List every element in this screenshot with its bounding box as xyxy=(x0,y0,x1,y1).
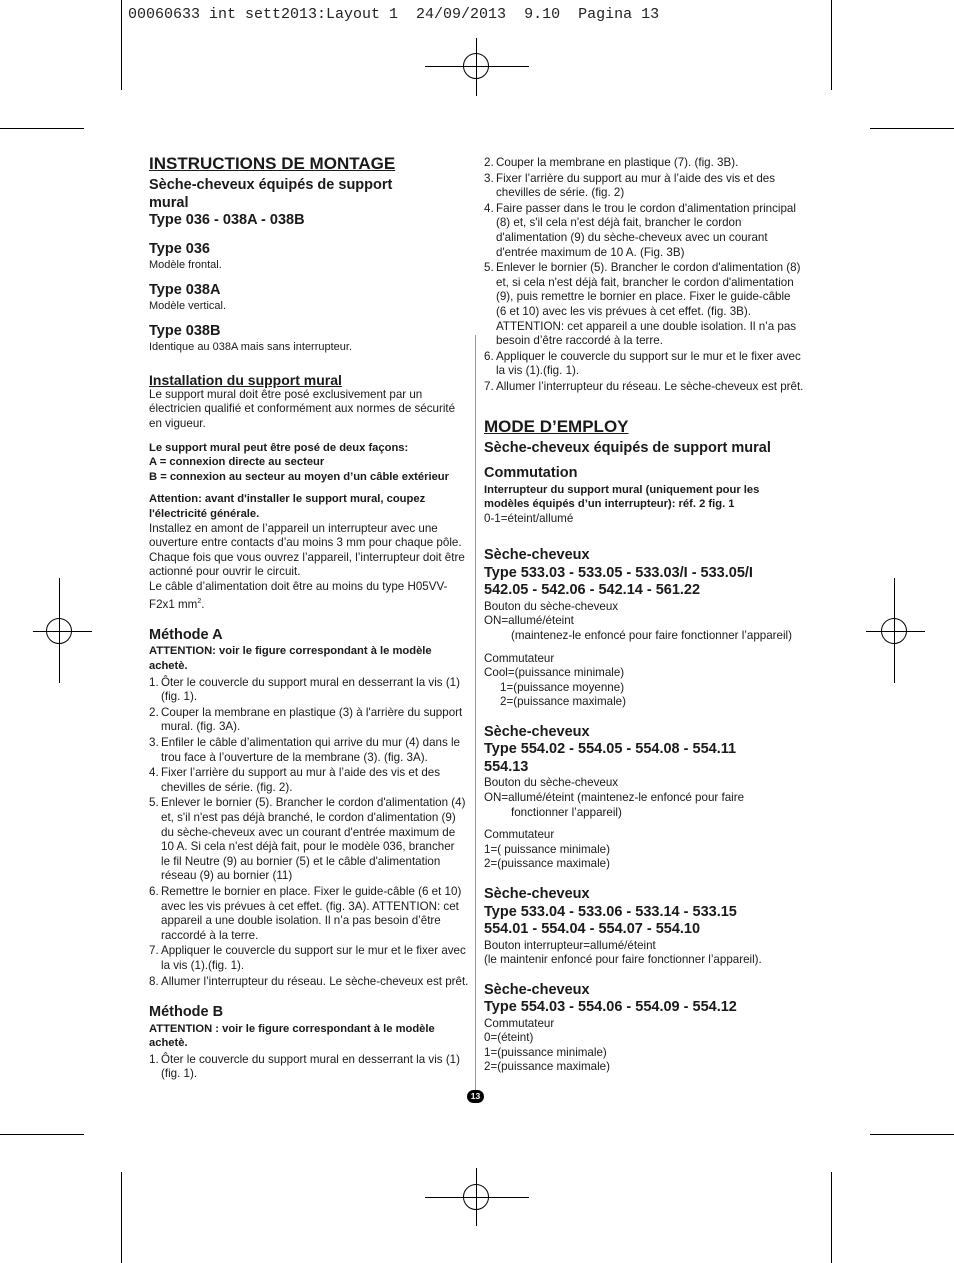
step-line: chevilles de série. (fig. 2). xyxy=(161,780,293,794)
step-item xyxy=(149,975,469,990)
step-item xyxy=(484,202,814,260)
type-heading: Type 036 xyxy=(149,240,210,257)
step-number: 6. xyxy=(149,884,159,898)
step-line: Faire passer dans le trou le cordon d'alimentation principal xyxy=(496,201,796,215)
bold-line: modèles équipés d’un interrupteur): réf. 2 fig. 1 xyxy=(484,498,735,511)
step-line: Couper la membrane en plastique (3) à l'arrière du support xyxy=(161,705,463,719)
install-heading: Installation du support mural xyxy=(149,371,342,388)
print-slug: 00060633 int sett2013:Layout 1 24/09/2013 9.10 Pagina 13 xyxy=(128,6,660,23)
step-number: 1. xyxy=(149,1052,159,1066)
body-line: en vigueur. xyxy=(149,416,206,430)
step-item xyxy=(484,156,814,171)
body-line: 1=( puissance minimale) xyxy=(484,842,610,856)
method-a-steps xyxy=(149,676,469,989)
body-line: Chaque fois que vous ouvrez l’appareil, l’interrupteur doit être xyxy=(149,550,465,564)
step-line: Allumer l’interrupteur du réseau. Le sèche-cheveux est prêt. xyxy=(161,974,469,988)
body-line: ON=allumé/éteint xyxy=(484,614,574,628)
step-item xyxy=(484,261,814,349)
step-number: 3. xyxy=(484,171,494,185)
body-line: Cool=(puissance minimale) xyxy=(484,666,625,680)
bold-line: achetè. xyxy=(149,660,188,673)
step-line: et, s'il n'est pas déjà branché, le cordon d'alimentation (9) xyxy=(161,810,456,824)
body-line: Bouton interrupteur=allumé/éteint xyxy=(484,938,656,952)
step-line: la vis (1).(fig. 1). xyxy=(161,958,245,972)
step-line: d'entrée maximum de 10 A. (Fig. 3B) xyxy=(496,245,685,259)
step-number: 8. xyxy=(149,974,159,988)
body-line: Commutateur xyxy=(484,828,555,842)
crop-mark xyxy=(0,128,84,129)
step-item xyxy=(149,944,469,973)
step-number: 2. xyxy=(484,156,494,169)
body-line: (le maintenir enfoncé pour faire fonctionner l’appareil). xyxy=(484,953,762,967)
model-heading: Sèche-cheveux xyxy=(484,886,590,902)
bold-line: Attention: avant d'installer le support mural, coupez xyxy=(149,493,426,506)
model-type: Type 533.04 - 533.06 - 533.14 - 533.15 xyxy=(484,903,737,920)
step-number: 1. xyxy=(149,675,159,689)
body-line: 1=(puissance minimale) xyxy=(484,1045,607,1059)
step-line: la vis (1).(fig. 1). xyxy=(496,364,580,378)
crop-mark xyxy=(0,1134,84,1135)
page-number: 13 xyxy=(467,1090,484,1103)
step-line: Appliquer le couvercle du support sur le mur et le fixer avec xyxy=(496,349,801,363)
step-item xyxy=(149,676,469,705)
body-line: F2x1 $mm^2$. xyxy=(149,597,205,611)
step-item xyxy=(484,172,814,201)
step-item xyxy=(149,766,469,795)
step-line: Ôter le couvercle du support mural en desserrant la vis (1) xyxy=(161,675,460,689)
subtitle: Sèche-cheveux équipés de support mural xyxy=(484,439,771,456)
step-number: 7. xyxy=(484,379,494,393)
method-b-steps xyxy=(149,1053,469,1082)
body-line: Le support mural doit être posé exclusivement par un xyxy=(149,387,423,401)
step-number: 5. xyxy=(149,796,159,810)
commutation-heading: Commutation xyxy=(484,465,578,481)
step-line: Remettre le bornier en place. Fixer le guide-câble (6 et 10) xyxy=(161,884,462,898)
crop-mark xyxy=(121,1172,122,1263)
model-heading: Sèche-cheveux xyxy=(484,547,590,564)
step-number: 4. xyxy=(484,201,494,215)
body-line: Bouton du sèche-cheveux xyxy=(484,776,619,790)
step-line: Enfiler le câble d’alimentation qui arrive du mur (4) dans le xyxy=(161,736,461,750)
body-line: ouverture entre contacts d’au moins 3 mm pour chaque pôle. xyxy=(149,536,462,550)
bold-line: Interrupteur du support mural (uniquement pour les xyxy=(484,483,760,496)
step-line: Enlever le bornier (5). Brancher le cordon d'alimentation (4) xyxy=(161,796,466,810)
step-line: (fig. 1). xyxy=(161,690,198,704)
bold-line: B = connexion au secteur au moyen d’un câble extérieur xyxy=(149,470,449,483)
step-item xyxy=(149,736,469,765)
body-line: actionné pour ouvrir le circuit. xyxy=(149,565,301,579)
step-line: appareil a une double isolation. Il n’a pas besoin d’être xyxy=(161,914,441,928)
step-number: 5. xyxy=(484,261,494,275)
bold-line: ATTENTION : voir le figure correspondant à le modèle xyxy=(149,1022,435,1035)
body-line: Bouton du sèche-cheveux xyxy=(484,599,619,613)
body-line: 1=(puissance moyenne) xyxy=(500,680,625,694)
step-number: 6. xyxy=(484,349,494,363)
body-line: Le câble d’alimentation doit être au moins du type H05VV- xyxy=(149,579,448,593)
type-desc: Identique au 038A mais sans interrupteur. xyxy=(149,341,353,354)
step-line: avec les vis prévues à cet effet. (fig. 3A). ATTENTION: cet xyxy=(161,899,459,913)
left-column xyxy=(149,154,469,1082)
step-line: ATTENTION: cet appareil a une double isolation. Il n’a pas xyxy=(496,319,797,333)
body-line: électricien qualifié et conformément aux normes de sécurité xyxy=(149,402,456,416)
step-line: Enlever le bornier (5). Brancher le cordon d'alimentation (8) xyxy=(496,261,801,275)
model-type: 554.13 xyxy=(484,758,529,775)
step-item xyxy=(149,796,469,884)
step-item xyxy=(484,380,814,395)
step-item xyxy=(484,350,814,379)
right-column xyxy=(484,154,814,1075)
step-line: (9), puis remettre le bornier en place. Fixer le guide-câble xyxy=(496,290,791,304)
step-item xyxy=(149,885,469,943)
step-line: (fig. 1). xyxy=(161,1067,198,1081)
method-heading: Méthode A xyxy=(149,626,223,643)
step-number: 7. xyxy=(149,944,159,958)
registration-circle xyxy=(881,618,907,644)
registration-circle xyxy=(46,618,72,644)
column-divider xyxy=(475,335,476,1090)
step-line: chevilles de série. (fig. 2) xyxy=(496,186,625,200)
body-line: (maintenez-le enfoncé pour faire fonctionner l’appareil) xyxy=(511,628,792,642)
step-number: 4. xyxy=(149,766,159,780)
registration-circle xyxy=(463,1184,489,1210)
step-number: 2. xyxy=(149,705,159,719)
step-line: d'alimentation (9) du sèche-cheveux avec un courant xyxy=(496,230,768,244)
step-line: Fixer l’arrière du support au mur à l’aide des vis et des xyxy=(161,766,441,780)
bold-line: A = connexion directe au secteur xyxy=(149,456,325,469)
step-line: Couper la membrane en plastique (7). (fig. 3B). xyxy=(496,156,739,169)
body-line: 2=(puissance maximale) xyxy=(500,695,626,709)
step-line: du sèche-cheveux avec un courant d'entrée maximum de xyxy=(161,825,456,839)
crop-mark xyxy=(870,128,954,129)
bold-line: achetè. xyxy=(149,1037,188,1050)
subtitle: mural xyxy=(149,194,189,211)
step-line: raccordé à la terre. xyxy=(161,928,259,942)
model-type: 542.05 - 542.06 - 542.14 - 561.22 xyxy=(484,582,701,599)
crop-mark xyxy=(121,0,122,90)
body-line: Commutateur xyxy=(484,1016,555,1030)
model-heading: Sèche-cheveux xyxy=(484,981,590,998)
step-item xyxy=(149,1053,469,1082)
step-line: Ôter le couvercle du support mural en desserrant la vis (1) xyxy=(161,1052,460,1066)
body-line: 0-1=éteint/allumé xyxy=(484,511,574,525)
step-number: 3. xyxy=(149,736,159,750)
step-line: besoin d’être raccordé à la terre. xyxy=(496,334,663,348)
step-line: le fil Neutre (9) au bornier (5) et le câble d'alimentation xyxy=(161,854,441,868)
crop-mark xyxy=(831,1172,832,1263)
section-title: INSTRUCTIONS DE MONTAGE xyxy=(149,154,396,173)
bold-line: ATTENTION: voir le figure correspondant à le modèle xyxy=(149,645,432,658)
step-line: Appliquer le couvercle du support sur le mur et le fixer avec xyxy=(161,944,466,958)
method-heading: Méthode B xyxy=(149,1004,224,1021)
body-line: 2=(puissance maximale) xyxy=(484,857,610,871)
registration-circle xyxy=(463,53,489,79)
model-type: Type 554.03 - 554.06 - 554.09 - 554.12 xyxy=(484,999,737,1016)
step-line: mural. (fig. 3A). xyxy=(161,720,241,734)
body-line: Commutateur xyxy=(484,651,555,665)
section-title: MODE D’EMPLOY xyxy=(484,416,629,436)
crop-mark xyxy=(870,1134,954,1135)
crop-mark xyxy=(831,0,832,90)
subtitle: Sèche-cheveux équipés de support xyxy=(149,177,393,193)
model-type: Type 533.03 - 533.05 - 533.03/I - 533.05/I xyxy=(484,564,753,581)
step-line: Allumer l’interrupteur du réseau. Le sèche-cheveux est prêt. xyxy=(496,379,804,393)
model-heading: Sèche-cheveux xyxy=(484,723,590,740)
step-line: réseau (9) au bornier (11) xyxy=(161,869,293,883)
body-line: 2=(puissance maximale) xyxy=(484,1060,610,1074)
body-line: Installez en amont de l’appareil un interrupteur avec une xyxy=(149,521,438,535)
model-type: Type 554.02 - 554.05 - 554.08 - 554.11 xyxy=(484,741,737,758)
type-desc: Modèle frontal. xyxy=(149,259,222,271)
bold-line: Le support mural peut être posé de deux façons: xyxy=(149,441,409,454)
type-heading: Type 038A xyxy=(149,281,221,298)
step-line: (8) et, s'il cela n'est déjà fait, brancher le cordon xyxy=(496,216,742,230)
model-type: 554.01 - 554.04 - 554.07 - 554.10 xyxy=(484,921,701,937)
method-b-steps-cont xyxy=(484,156,814,395)
body-line: 0=(éteint) xyxy=(484,1031,534,1045)
step-line: trou face à l’ouverture de la membrane (3). (fig. 3A). xyxy=(161,750,428,764)
step-line: (6 et 10) avec les vis prévues à cet effet. (fig. 3B). xyxy=(496,304,751,318)
bold-line: l'électricité générale. xyxy=(149,507,260,520)
step-line: 10 A. Si cela n'est déjà fait, pour le modèle 036, brancher xyxy=(161,840,455,854)
subtitle: Type 036 - 038A - 038B xyxy=(149,212,305,228)
body-line: ON=allumé/éteint (maintenez-le enfoncé pour faire xyxy=(484,791,745,805)
body-line: fonctionner l’appareil) xyxy=(511,805,622,819)
type-heading: Type 038B xyxy=(149,322,221,339)
step-line: Fixer l’arrière du support au mur à l’aide des vis et des xyxy=(496,171,776,185)
step-line: et, si cela n'est déjà fait, brancher le cordon d'alimentation xyxy=(496,275,794,289)
step-item xyxy=(149,706,469,735)
type-desc: Modèle vertical. xyxy=(149,300,227,313)
